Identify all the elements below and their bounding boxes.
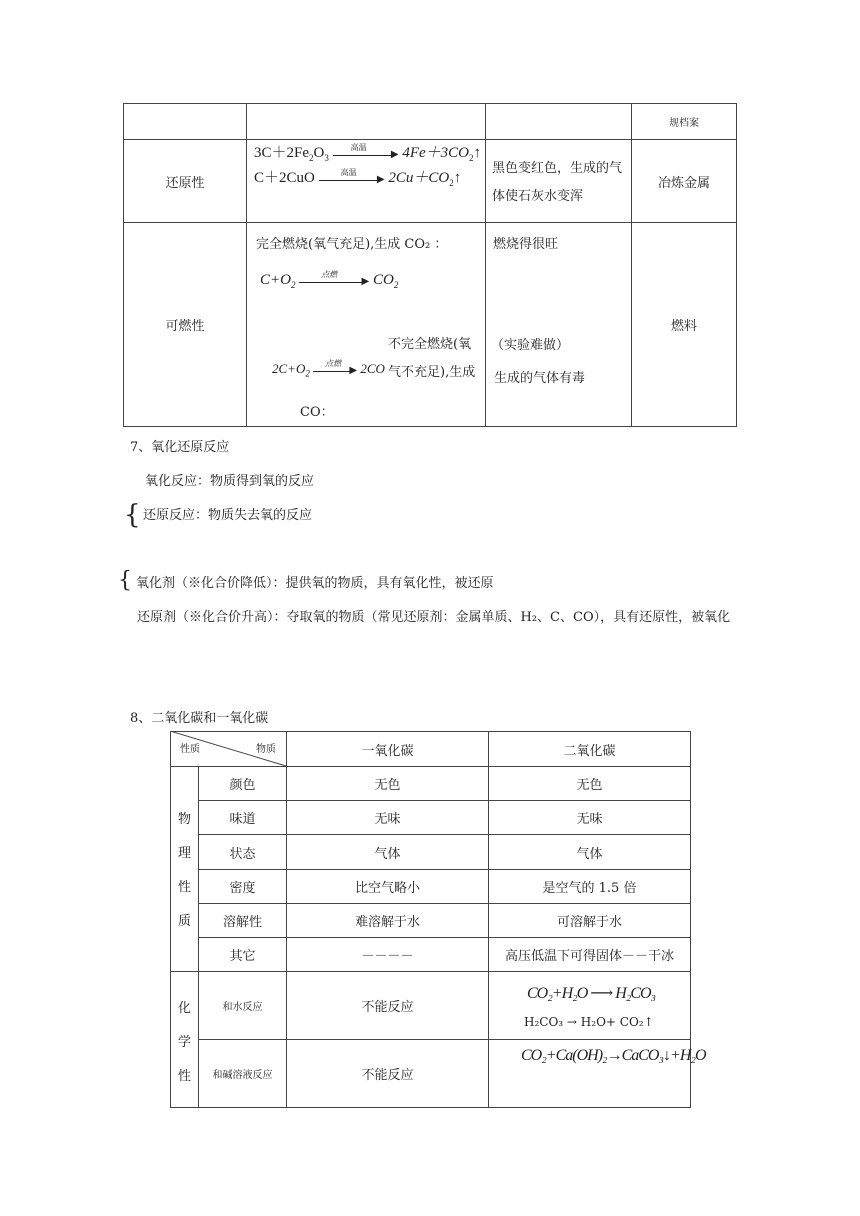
complete-combustion-text: 完全燃烧(氧气充足),生成 CO₂ ： [256, 237, 448, 252]
incomplete-combustion-text: 不完全燃烧(氧气不充足),生成 [388, 337, 476, 380]
row-other-co2: 高压低温下可得固体－－干冰 [504, 949, 674, 964]
row-solubility-co: 难溶解于水 [354, 915, 420, 930]
property-combustible: 可燃性 [165, 319, 205, 334]
header-substance-label: 物质 [256, 744, 276, 755]
section-8-title: 8、二氧化碳和一氧化碳 [130, 711, 269, 726]
row-density-co: 比空气略小 [354, 881, 420, 896]
row-density-label: 密度 [229, 881, 256, 896]
header-property-label: 性质 [180, 744, 200, 755]
header-right-label: 规档案 [669, 118, 699, 129]
phenomenon-toxic-gas: 生成的气体有毒 [494, 371, 586, 386]
column-header-co: 一氧化碳 [361, 743, 414, 759]
co2-limewater-equation: CO₂+Ca(OH)₂→CaCO₃↓+H₂O [521, 1047, 706, 1064]
section-7-title: 7、氧化还原反应 [130, 440, 230, 455]
row-water-reaction-label: 和水反应 [222, 1002, 263, 1013]
row-state-label: 状态 [229, 846, 256, 862]
carbonic-acid-decomposition: H₂CO₃ → H₂O+ CO₂↑ [524, 1015, 654, 1029]
incomplete-product: CO： [300, 405, 334, 420]
group-chemical-properties: 化 学 性 [177, 1001, 191, 1084]
oxidizing-agent-line: 氧化剂（※化合价降低）：提供氧的物质，具有氧化性，被还原 [136, 576, 494, 591]
reducing-agent-line: 还原剂（※化合价升高）：夺取氧的物质（常见还原剂：金属单质、H₂、C、CO），具有还原性，被氧化 [137, 610, 731, 625]
row-color-co2: 无色 [576, 778, 603, 793]
row-density-co2: 是空气的 1.5 倍 [542, 881, 637, 896]
use-reducing: 冶炼金属 [657, 175, 710, 191]
phenomenon-burns-vigorously: 燃烧得很旺 [493, 237, 559, 252]
reduction-reaction-line: 还原反应：物质失去氧的反应 [143, 508, 313, 523]
row-state-co: 气体 [374, 846, 401, 862]
row-other-label: 其它 [229, 949, 256, 964]
column-header-co2: 二氧化碳 [563, 743, 616, 759]
phenomenon-hard-experiment: （实验难做） [491, 338, 570, 353]
row-color-label: 颜色 [229, 778, 256, 793]
row-state-co2: 气体 [576, 846, 603, 862]
row-water-reaction-co: 不能反应 [361, 1000, 414, 1015]
row-color-co: 无色 [374, 778, 401, 793]
phenomenon-reducing: 黑色变红色，生成的气体使石灰水变浑 [492, 161, 623, 204]
oxidation-reaction-line: 氧化反应：物质得到氧的反应 [145, 474, 315, 489]
row-taste-co: 无味 [374, 812, 401, 827]
complete-combustion-equation: $C+O_2$ 点燃 ▶ $CO_2$ [260, 269, 399, 290]
row-solubility-label: 溶解性 [222, 915, 262, 930]
row-alkali-reaction-co: 不能反应 [361, 1068, 414, 1083]
left-brace-icon: { [124, 500, 141, 530]
use-fuel: 燃料 [670, 319, 697, 334]
left-brace-icon-2: { [118, 568, 132, 593]
equation-c-cuo: C＋2CuO 高温 ▶ $2Cu+CO_2↑$ [254, 167, 462, 188]
co2-water-equation: CO₂+H₂O ⟶ H₂CO₃ [527, 985, 656, 1002]
incomplete-combustion-equation: $2C+O_2$ 点燃 ▶ 2CO [272, 359, 385, 379]
row-alkali-reaction-label: 和碱溶液反应 [212, 1070, 273, 1081]
equation-c-fe2o3: $3C+2Fe_2O_3$ 高温 ▶ $4Fe+3CO_2↑$ [254, 142, 482, 163]
row-solubility-co2: 可溶解于水 [556, 915, 622, 930]
property-reducing: 还原性 [165, 175, 205, 191]
row-taste-label: 味道 [229, 812, 256, 827]
row-taste-co2: 无味 [576, 812, 603, 827]
row-other-co: －－－－ [361, 949, 414, 964]
group-physical-properties: 物 理 性 质 [177, 812, 191, 929]
